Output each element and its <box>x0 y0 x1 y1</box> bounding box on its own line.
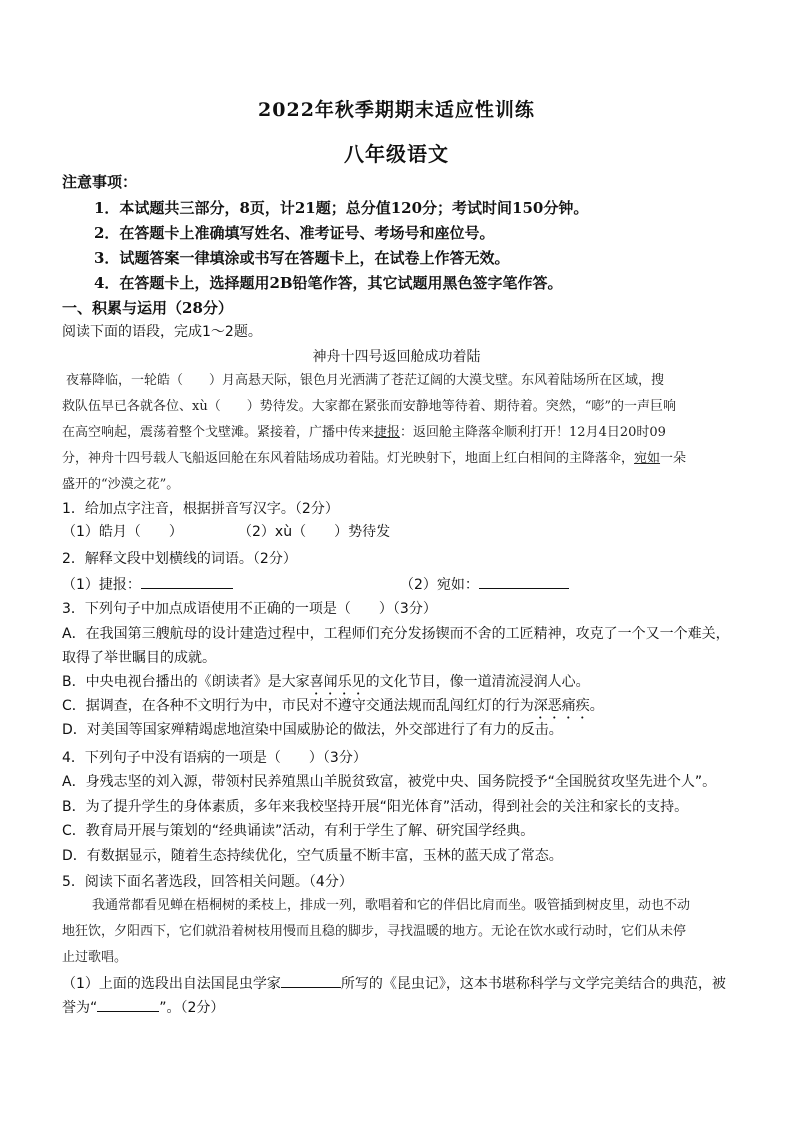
passage-line-1: 夜幕降临，一轮皓（ ）月高悬天际，银色月光洒满了苍茫辽阔的大漠戈壁。东风着陆场所在区域，搜 <box>66 373 665 388</box>
q5-excerpt-line-3: 止过歌唱。 <box>62 950 128 965</box>
answer-blank <box>141 574 233 589</box>
answer-blank <box>479 574 569 589</box>
q5-excerpt-line-2: 地狂饮，夕阳西下，它们就沿着树枝用慢而且稳的脚步，寻找温暖的地方。无论在饮水或行动时，它们从未停 <box>62 924 687 939</box>
q5-sub1-line1: （1）上面的选段出自法国昆虫学家 所写的《昆虫记》，这本书堪称科学与文学完美结合的典范，被 <box>62 973 726 994</box>
q2-part-a: （1）捷报： <box>62 574 233 595</box>
q3-option-b: B．中央电视台播出的《朗读者》是大家喜闻乐见的文化节目，像一道清流浸润人心。 <box>62 674 590 690</box>
dotted-idiom: 深恶痛疾 <box>533 698 590 714</box>
answer-blank <box>97 997 159 1012</box>
q4-option-d: D．有数据显示，随着生态持续优化，空气质量不断丰富，玉林的蓝天成了常态。 <box>62 848 563 864</box>
q2-part-b: （2）宛如： <box>400 574 569 595</box>
q2-stem: 2．解释文段中划横线的词语。（2分） <box>62 551 297 567</box>
section-heading: 一、积累与运用（28分） <box>62 299 233 317</box>
notice-item-4: 4．在答题卡上，选择题用2B铅笔作答，其它试题用黑色签字笔作答。 <box>94 274 563 292</box>
q3-option-a-line2: 取得了举世瞩目的成就。 <box>62 650 216 666</box>
passage-title: 神舟十四号返回舱成功着陆 <box>312 349 481 365</box>
exam-title: 2022年秋季期期末适应性训练 <box>258 99 535 121</box>
answer-blank <box>281 973 341 988</box>
q3-option-a-line1: A．在我国第三艘航母的设计建造过程中，工程师们充分发扬锲而不舍的工匠精神，攻克了一个又一个难关， <box>62 626 730 642</box>
section-intro: 阅读下面的语段，完成1～2题。 <box>62 324 262 340</box>
q3-stem: 3．下列句子中加点成语使用不正确的一项是（ ）（3分） <box>62 601 437 617</box>
dotted-idiom: 喜闻乐见 <box>309 674 366 690</box>
underlined-word-jiebao: 捷报 <box>374 425 401 440</box>
q5-excerpt-line-1: 我通常都看见蝉在梧桐树的柔枝上，排成一列，歌唱着和它的伴侣比肩而坐。吸管插到树皮里，动也不动 <box>92 898 691 913</box>
q4-option-a: A．身残志坚的刘入源，带领村民养殖黑山羊脱贫致富，被党中央、国务院授予“全国脱贫攻坚先进个人”。 <box>62 774 717 790</box>
q4-option-c: C．教育局开展与策划的“经典诵读”活动，有利于学生了解、研究国学经典。 <box>62 823 535 839</box>
q1-stem: 1．给加点字注音，根据拼音写汉字。（2分） <box>62 501 339 517</box>
exam-subtitle: 八年级语文 <box>344 142 449 166</box>
notice-item-3: 3．试题答案一律填涂或书写在答题卡上，在试卷上作答无效。 <box>94 249 510 267</box>
passage-line-4: 分，神舟十四号载人飞船返回舱在东风着陆场成功着陆。灯光映射下，地面上红白相间的主降落伞，宛如一朵 <box>62 451 687 466</box>
passage-line-3: 在高空响起，震荡着整个戈壁滩。紧接着，广播中传来捷报：返回舱主降落伞顺利打开！12月4日20时09 <box>62 425 666 440</box>
q3-option-c: C．据调查，在各种不文明行为中，市民对不遵守交通法规而乱闯红灯的行为深恶痛疾。 <box>62 698 604 714</box>
passage-line-2: 救队伍早已各就各位、xù（ ）势待发。大家都在紧张而安静地等待着、期待着。突然，“嘭”的一声巨响 <box>62 399 676 414</box>
q4-option-b: B．为了提升学生的身体素质，多年来我校坚持开展“阳光体育”活动，得到社会的关注和家长的支持。 <box>62 799 689 815</box>
q1-part-b: （2）xù（ ）势待发 <box>238 524 391 540</box>
notice-label: 注意事项： <box>62 173 138 191</box>
underlined-word-wanru: 宛如 <box>634 451 661 466</box>
notice-item-1: 1．本试题共三部分，8页，计21题；总分值120分；考试时间150分钟。 <box>94 199 589 217</box>
q5-stem: 5．阅读下面名著选段，回答相关问题。（4分） <box>62 874 353 890</box>
q4-stem: 4．下列句子中没有语病的一项是（ ）（3分） <box>62 750 367 766</box>
q5-sub1-line2: 誉为“ ”。（2分） <box>62 997 224 1018</box>
notice-item-2: 2．在答题卡上准确填写姓名、准考证号、考场号和座位号。 <box>94 224 495 242</box>
passage-line-5: 盛开的“沙漠之花”。 <box>62 477 180 492</box>
q1-part-a: （1）皓月（ ） <box>62 524 183 540</box>
q3-option-d: D．对美国等国家殚精竭虑地渲染中国威胁论的做法，外交部进行了有力的反击。 <box>62 722 563 738</box>
